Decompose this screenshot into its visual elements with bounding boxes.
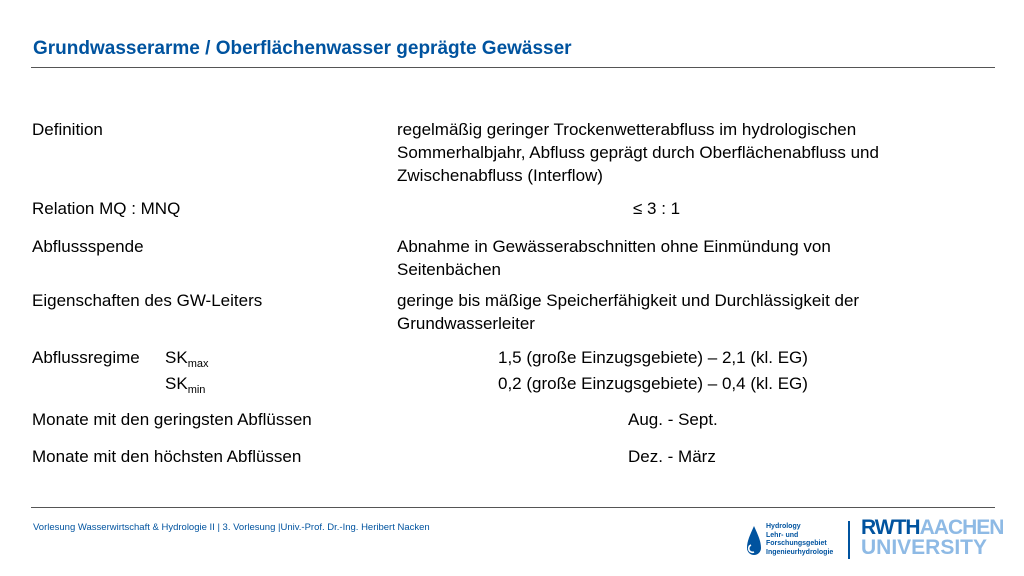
definition-value-line-3: Zwischenabfluss (Interflow) bbox=[397, 166, 603, 185]
logo-separator bbox=[848, 521, 850, 559]
abflussspende-label: Abflussspende bbox=[32, 237, 144, 256]
rwth-logo-university: UNIVERSITY bbox=[861, 536, 988, 559]
slide-title: Grundwasserarme / Oberflächenwasser geprägte Gewässer bbox=[33, 38, 572, 59]
hydrology-logo-text bbox=[766, 523, 833, 557]
geringste-abfluesse-value: Aug. - Sept. bbox=[628, 410, 718, 429]
sk-min-symbol: SK bbox=[165, 374, 188, 393]
definition-value-line-1: regelmäßig geringer Trockenwetterabfluss im hydrologischen bbox=[397, 120, 857, 139]
footer-divider bbox=[31, 507, 995, 508]
sk-max-label bbox=[165, 346, 208, 369]
rwth-logo bbox=[861, 518, 1003, 558]
relation-value: ≤ 3 : 1 bbox=[633, 199, 681, 218]
gw-leiter-label: Eigenschaften des GW-Leiters bbox=[32, 291, 263, 310]
rwth-logo-aachen: AACHEN bbox=[919, 516, 1004, 539]
footer-text: Vorlesung Wasserwirtschaft & Hydrologie II | 3. Vorlesung |Univ.-Prof. Dr.-Ing. Heribert Nacken bbox=[33, 522, 430, 533]
hydrology-line-2: Lehr- und bbox=[766, 531, 799, 539]
abflussregime-label: Abflussregime bbox=[32, 348, 140, 367]
logos bbox=[744, 516, 1004, 562]
sk-min-subscript: min bbox=[187, 384, 206, 396]
rwth-logo-rwth: RWTH bbox=[861, 516, 920, 539]
hoechste-abfluesse-value: Dez. - März bbox=[628, 447, 716, 466]
hydrology-line-3: Forschungsgebiet bbox=[766, 540, 827, 547]
water-drop-icon bbox=[746, 525, 762, 559]
sk-max-symbol: SK bbox=[165, 348, 188, 367]
hydrology-logo bbox=[744, 521, 834, 561]
hydrology-line-4: Ingenieurhydrologie bbox=[766, 548, 834, 556]
sk-min-value: 0,2 (große Einzugsgebiete) – 0,4 (kl. EG) bbox=[498, 374, 808, 393]
relation-label: Relation MQ : MNQ bbox=[32, 199, 181, 218]
sk-min-label bbox=[165, 372, 205, 395]
sk-max-subscript: max bbox=[187, 358, 209, 370]
title-divider bbox=[31, 67, 995, 68]
abflussspende-value-line-1: Abnahme in Gewässerabschnitten ohne Einmündung von bbox=[397, 237, 831, 256]
definition-value-line-2: Sommerhalbjahr, Abfluss geprägt durch Oberflächenabfluss und bbox=[397, 143, 879, 162]
sk-max-value: 1,5 (große Einzugsgebiete) – 2,1 (kl. EG) bbox=[498, 348, 808, 367]
hoechste-abfluesse-label: Monate mit den höchsten Abflüssen bbox=[32, 447, 302, 466]
abflussspende-value-line-2: Seitenbächen bbox=[397, 260, 501, 279]
gw-leiter-value-line-1: geringe bis mäßige Speicherfähigkeit und Durchlässigkeit der bbox=[397, 291, 860, 310]
gw-leiter-value-line-2: Grundwasserleiter bbox=[397, 314, 535, 333]
definition-label: Definition bbox=[32, 120, 103, 139]
geringste-abfluesse-label: Monate mit den geringsten Abflüssen bbox=[32, 410, 312, 429]
hydrology-line-1: Hydrology bbox=[766, 523, 801, 530]
